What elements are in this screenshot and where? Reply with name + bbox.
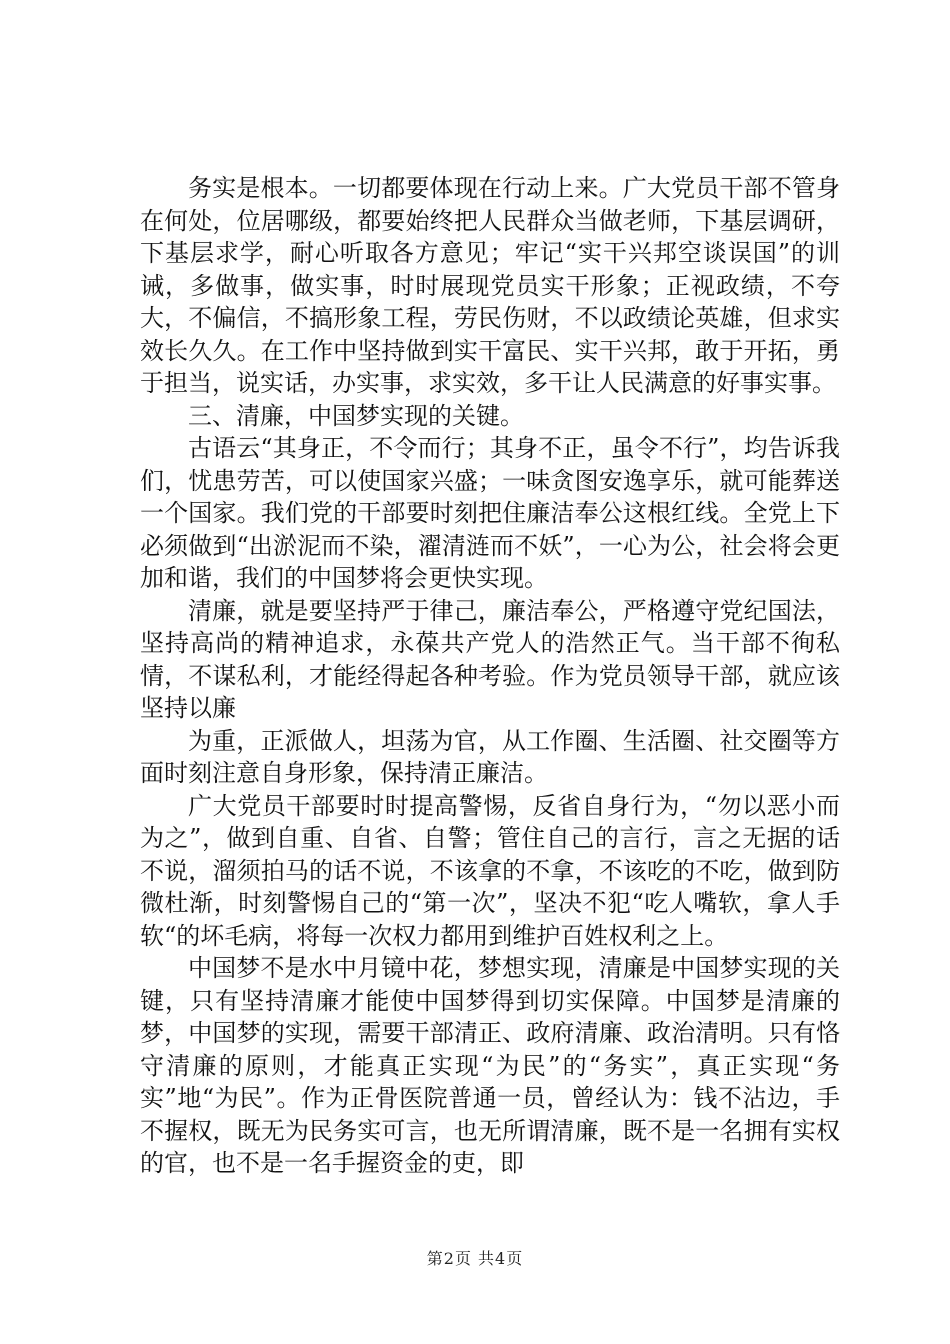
document-body (140, 172, 840, 1180)
paragraph-integrity-continued: 为重，正派做人，坦荡为官，从工作圈、生活圈、社交圈等方面时刻注意自身形象，保持清正廉洁。 (140, 726, 840, 787)
paragraph-integrity-definition: 清廉，就是要坚持严于律己，廉洁奉公，严格遵守党纪国法，坚持高尚的精神追求，永葆共产党人的浩然正气。当干部不徇私情，不谋私利，才能经得起各种考验。作为党员领导干部，就应该坚持以廉 (140, 596, 840, 722)
page-footer (0, 1246, 950, 1269)
paragraph-practical-root: 务实是根本。一切都要体现在行动上来。广大党员干部不管身在何处，位居哪级，都要始终把人民群众当做老师，下基层调研，下基层求学，耐心听取各方意见；牢记“实干兴邦空谈误国”的训诫，多做事，做实事，时时展现党员实干形象；正视政绩，不夸大，不偏信，不搞形象工程，劳民伤财，不以政绩论英雄，但求实效长久久。在工作中坚持做到实干富民、实干兴邦，敢于开拓，勇于担当，说实话，办实事，求实效，多干让人民满意的好事实事。 (140, 174, 840, 397)
paragraph-chinese-dream: 中国梦不是水中月镜中花，梦想实现，清廉是中国梦实现的关键，只有坚持清廉才能使中国梦得到切实保障。中国梦是清廉的梦，中国梦的实现，需要干部清正、政府清廉、政治清明。只有恪守清廉的原则，才能真正实现“为民”的“务实”，真正实现“务实”地“为民”。作为正骨医院普通一员，曾经认为：钱不沾边，手不握权，既无为民务实可言，也无所谓清廉，既不是一名拥有实权的官，也不是一名手握资金的吏，即 (140, 954, 840, 1177)
paragraph-vigilance: 广大党员干部要时时提高警惕，反省自身行为，“勿以恶小而为之”，做到自重、自省、自警；管住自己的言行，言之无据的话不说，溜须拍马的话不说，不该拿的不拿，不该吃的不吃，做到防微杜渐，时刻警惕自己的“第一次”，坚决不犯“吃人嘴软，拿人手软“的坏毛病，将每一次权力都用到维护百姓权利之上。 (140, 791, 840, 950)
paragraph-ancient-saying: 古语云“其身正，不令而行；其身不正，虽令不行”，均告诉我们，忧患劳苦，可以使国家兴盛；一味贪图安逸享乐，就可能葬送一个国家。我们党的干部要时刻把住廉洁奉公这根红线。全党上下必须做到“出淤泥而不染，濯清涟而不妖”，一心为公，社会将会更加和谐，我们的中国梦将会更快实现。 (140, 434, 840, 592)
section-heading-integrity: 三、清廉，中国梦实现的关键。 (188, 401, 524, 430)
page-indicator: 第2页 共4页 (426, 1249, 524, 1268)
